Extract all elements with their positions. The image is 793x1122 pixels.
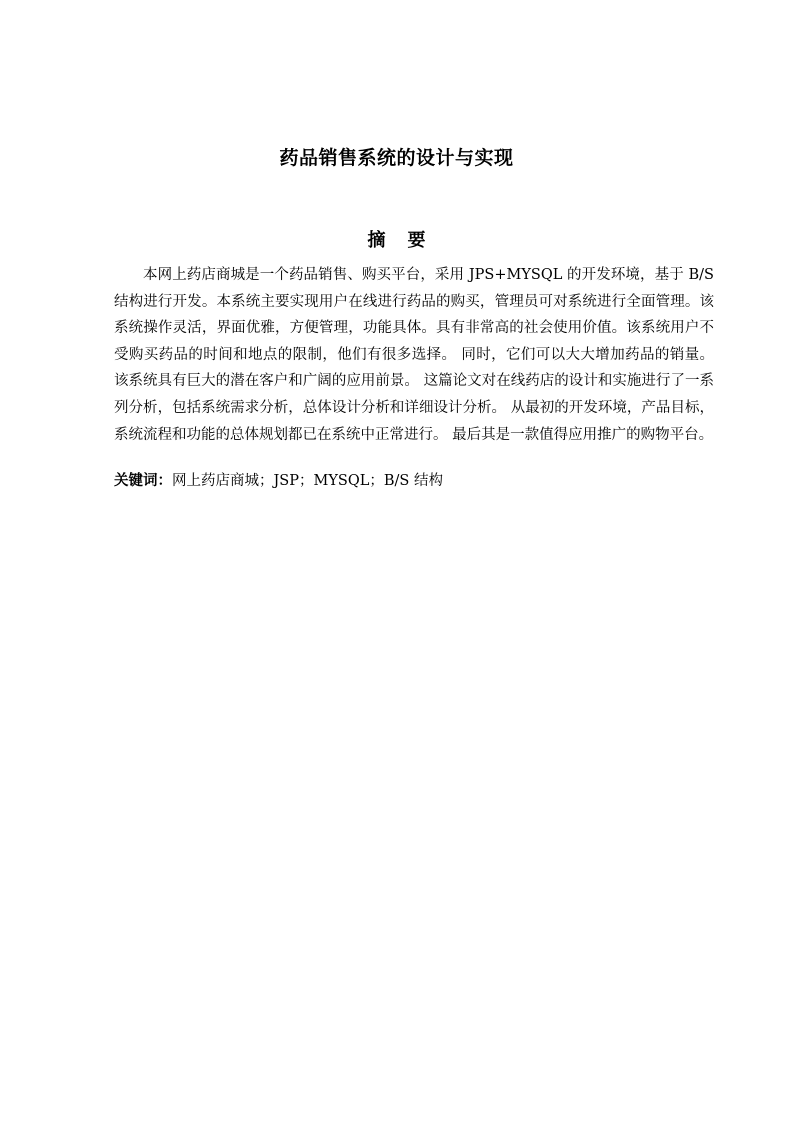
keywords-text: 网上药店商城；JSP；MYSQL；B/S 结构 (172, 473, 443, 489)
document-title: 药品销售系统的设计与实现 (279, 147, 514, 169)
abstract-heading-char-1: 摘 (367, 230, 386, 251)
abstract-body: 本网上药店商城是一个药品销售、购买平台，采用 JPS+MYSQL 的开发环境，基于 B/S 结构进行开发。本系统主要实现用户在线进行药品的购买，管理员可对系统进行全面管理。该系统操作灵活，界面优雅，方便管理，功能具体。具有非常高的社会使用价值。该系统用户不受购买药品的时间和地点的限制，他们有很多选择。 同时，它们可以大大增加药品的销量。 该系统具有巨大的潜在客户和广阔的应用前景。 这篇论文对在线药店的设计和实施进行了一系列分析，包括系统需求分析，总体设计分析和详细设计分析。 从最初的开发环境，产品目标，系统流程和功能的总体规划都已在系统中正常进行。 最后其是一款值得应用推广的购物平台。 (114, 267, 714, 443)
keywords-line (114, 468, 714, 494)
keywords-label: 关键词： (114, 472, 172, 489)
abstract-heading (0, 229, 793, 253)
abstract-heading-char-2: 要 (407, 230, 426, 251)
